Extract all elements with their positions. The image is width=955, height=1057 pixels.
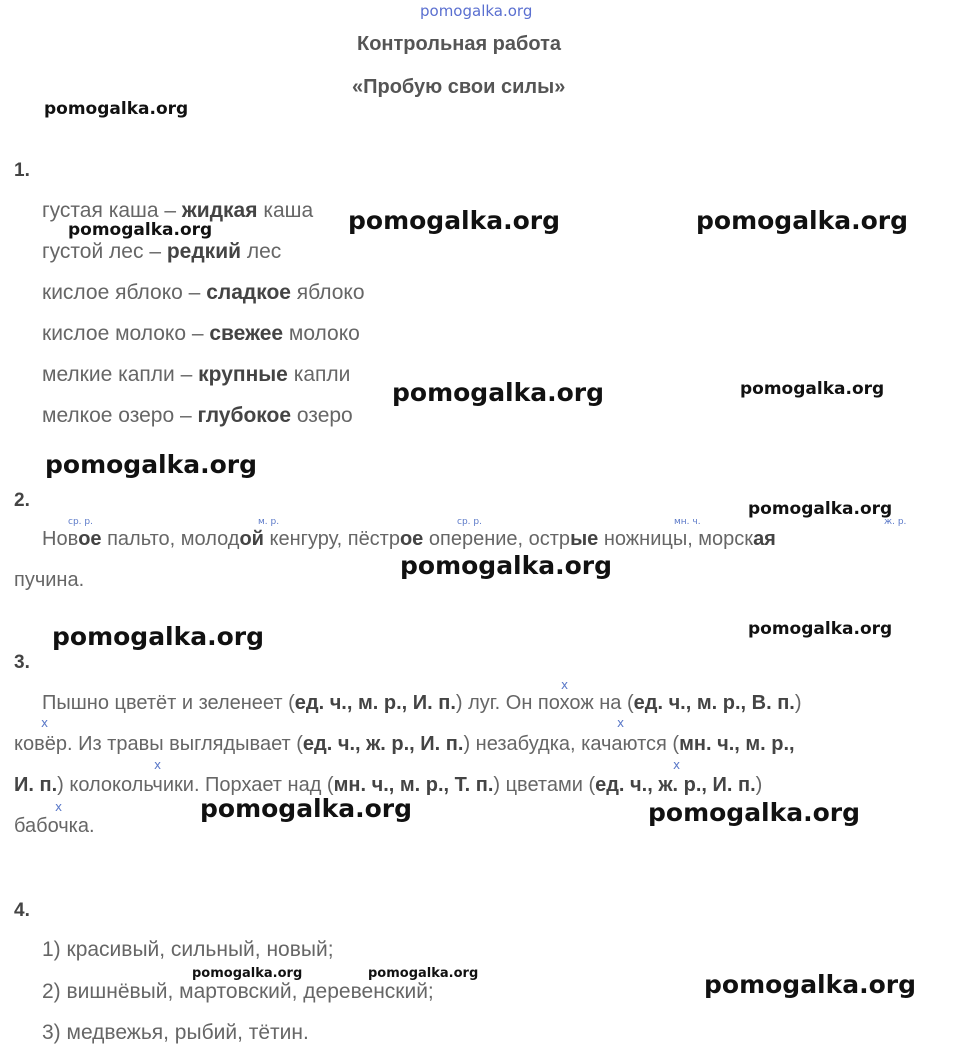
- gender-label: мн. ч.: [674, 517, 701, 527]
- task3-line: Пышно цветёт и зеленеет (ед. ч., м. р., И. п.) луг. Он похож на (ед. ч., м. р., В. п.): [42, 692, 802, 714]
- watermark: pomogalka.org: [68, 220, 213, 240]
- list-item: густой лес – редкий лес: [42, 240, 282, 263]
- task-number-4: 4.: [14, 900, 30, 921]
- stress-mark: x: [41, 716, 49, 730]
- task-number-2: 2.: [14, 490, 30, 511]
- watermark: pomogalka.org: [392, 378, 605, 407]
- gender-label: м. р.: [258, 517, 280, 527]
- watermark: pomogalka.org: [45, 450, 258, 479]
- task-number-1: 1.: [14, 160, 30, 181]
- task-number-3: 3.: [14, 652, 30, 673]
- watermark: pomogalka.org: [400, 551, 613, 580]
- list-item: 1) красивый, сильный, новый;: [42, 938, 334, 961]
- watermark: pomogalka.org: [648, 798, 861, 827]
- watermark: pomogalka.org: [696, 206, 909, 235]
- watermark: pomogalka.org: [52, 622, 265, 651]
- watermark: pomogalka.org: [704, 970, 917, 999]
- stress-mark: x: [154, 758, 162, 772]
- watermark: pomogalka.org: [368, 966, 479, 981]
- watermark: pomogalka.org: [748, 619, 893, 639]
- watermark: pomogalka.org: [44, 99, 189, 119]
- list-item: кислое молоко – свежее молоко: [42, 322, 360, 345]
- page-subtitle: «Пробую свои силы»: [352, 76, 566, 98]
- watermark: pomogalka.org: [200, 794, 413, 823]
- task3-line: ковёр. Из травы выглядывает (ед. ч., ж. р., И. п.) незабудка, качаются (мн. ч., м. р.,: [14, 733, 795, 755]
- stress-mark: x: [55, 800, 63, 814]
- top-watermark: pomogalka.org: [420, 2, 533, 20]
- stress-mark: x: [561, 678, 569, 692]
- watermark: pomogalka.org: [740, 379, 885, 399]
- list-item: мелкое озеро – глубокое озеро: [42, 404, 353, 427]
- watermark: pomogalka.org: [192, 966, 303, 981]
- gender-label: ср. р.: [457, 517, 482, 527]
- stress-mark: x: [673, 758, 681, 772]
- stress-mark: x: [617, 716, 625, 730]
- task2-line-2: пучина.: [14, 569, 85, 591]
- task2-line: Новое пальто, молодой кенгуру, пёстрое оперение, острые ножницы, морская: [42, 528, 776, 550]
- list-item: 3) медвежья, рыбий, тётин.: [42, 1021, 309, 1044]
- page-title: Контрольная работа: [357, 33, 561, 55]
- gender-label: ср. р.: [68, 517, 93, 527]
- watermark: pomogalka.org: [348, 206, 561, 235]
- watermark: pomogalka.org: [748, 499, 893, 519]
- list-item: кислое яблоко – сладкое яблоко: [42, 281, 365, 304]
- task3-line: И. п.) колокольчики. Порхает над (мн. ч., м. р., Т. п.) цветами (ед. ч., ж. р., И. п.): [14, 774, 763, 796]
- list-item: густая каша – жидкая каша: [42, 199, 314, 222]
- gender-label: ж. р.: [884, 517, 907, 527]
- list-item: 2) вишнёвый, мартовский, деревенский;: [42, 980, 434, 1003]
- task3-line: бабочка.: [14, 815, 95, 837]
- list-item: мелкие капли – крупные капли: [42, 363, 351, 386]
